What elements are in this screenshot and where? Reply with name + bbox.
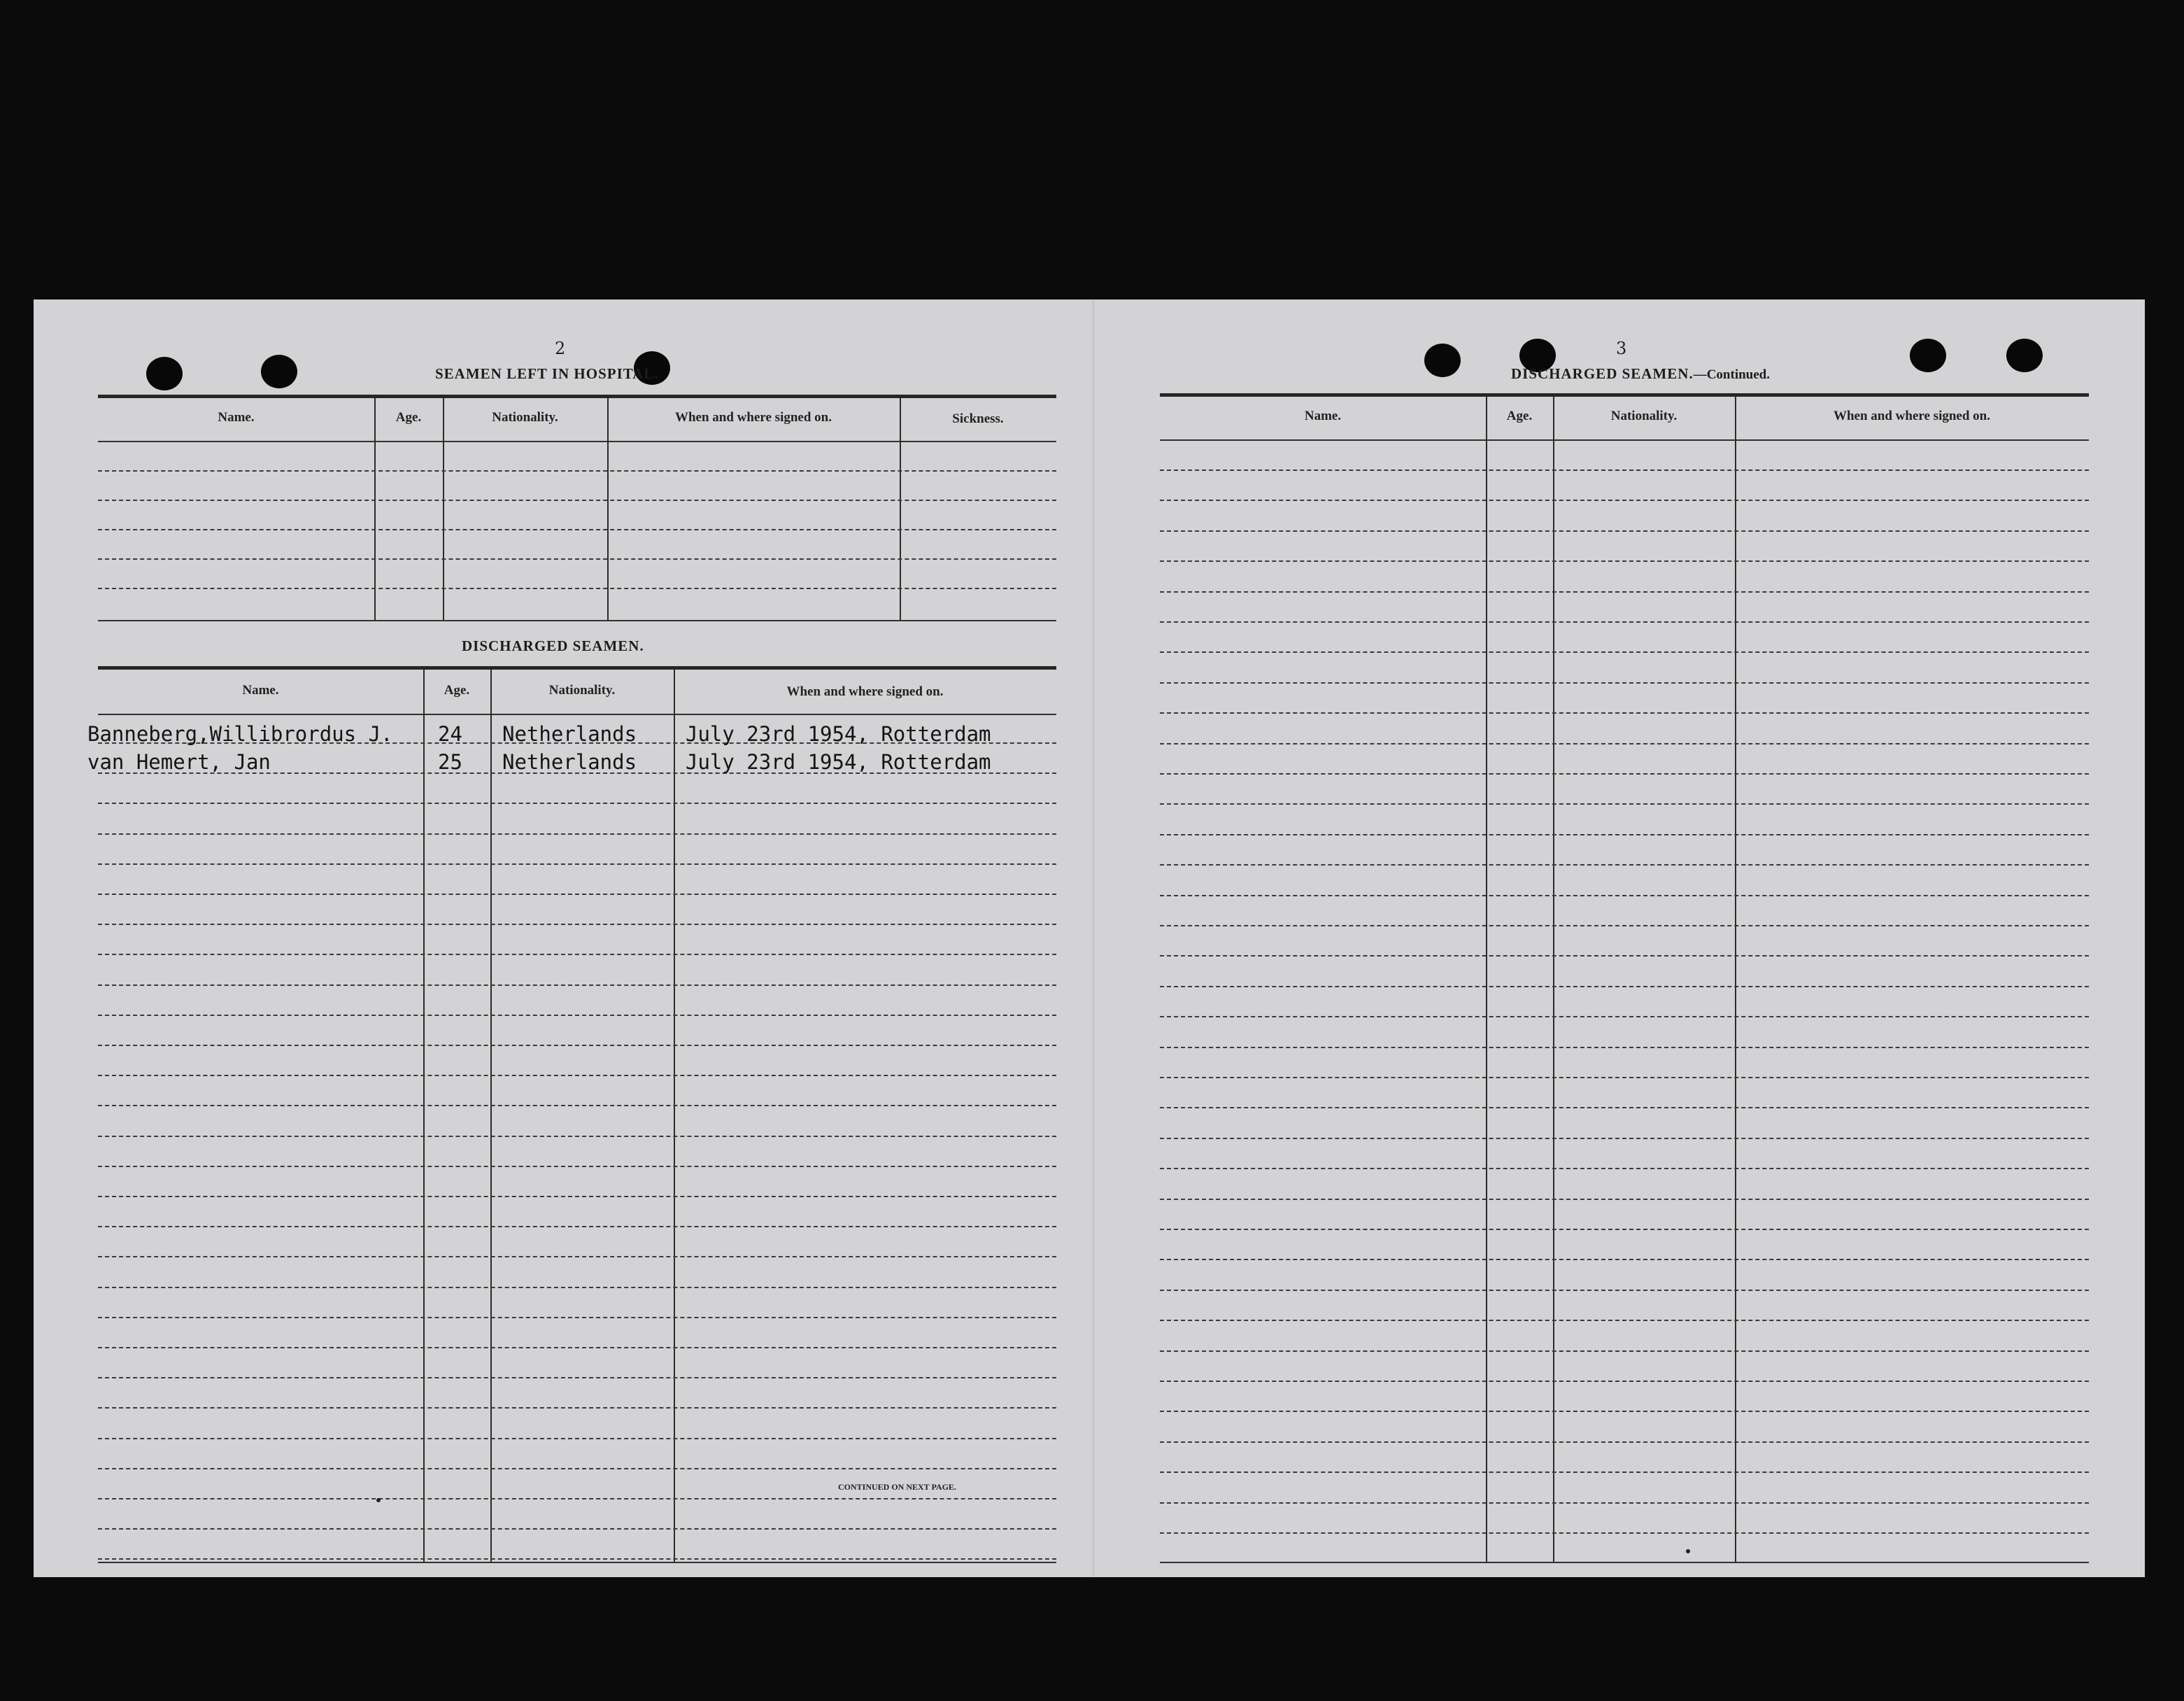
right-page	[1094, 299, 2145, 1577]
page-number: 2	[555, 339, 566, 358]
entry-line	[98, 470, 1056, 472]
entry-line	[1160, 1138, 2089, 1139]
column-header-signed-on: When and where signed on.	[674, 410, 832, 425]
entry-line	[98, 500, 1056, 501]
title-suffix: —Continued.	[1693, 367, 1770, 382]
seaman-name: Banneberg,Willibrordus J.	[87, 722, 393, 746]
column-header-age: Age.	[1506, 409, 1533, 423]
entry-line	[98, 984, 1056, 986]
entry-line	[98, 954, 1056, 955]
seaman-age: 24	[438, 722, 462, 746]
entry-line	[98, 1226, 1056, 1227]
page-number: 3	[1616, 339, 1627, 358]
entry-line	[1160, 1199, 2089, 1200]
entry-line	[98, 1438, 1056, 1439]
entry-line	[98, 924, 1056, 925]
entry-line	[98, 1528, 1056, 1530]
column-divider	[1553, 397, 1554, 1562]
entry-line	[98, 588, 1056, 589]
entry-line	[1160, 1259, 2089, 1260]
seaman-signed-on: July 23rd 1954, Rotterdam	[686, 722, 991, 746]
column-header-age: Age.	[395, 410, 422, 425]
entry-line	[1160, 986, 2089, 987]
punch-hole	[1424, 344, 1461, 377]
entry-line	[98, 1105, 1056, 1106]
entry-line	[1160, 955, 2089, 957]
entry-line	[1160, 1471, 2089, 1473]
column-header-nationality: Nationality.	[548, 683, 616, 698]
entry-line	[98, 1075, 1056, 1076]
entry-line	[98, 803, 1056, 804]
entry-line	[98, 1256, 1056, 1257]
entry-line	[98, 1287, 1056, 1288]
entry-line	[98, 1498, 1056, 1499]
header-rule	[1160, 439, 2089, 441]
continued-footer: CONTINUED ON NEXT PAGE.	[838, 1482, 956, 1492]
entry-line	[1160, 803, 2089, 805]
paper-speck	[376, 1498, 381, 1502]
title-main: DISCHARGED SEAMEN.	[1511, 365, 1694, 382]
column-divider	[1486, 397, 1487, 1562]
entry-line	[98, 1558, 1056, 1560]
seaman-nationality: Netherlands	[502, 722, 637, 746]
entry-line	[1160, 743, 2089, 744]
entry-line	[1160, 1320, 2089, 1321]
table-top-rule	[1160, 393, 2089, 397]
column-divider	[443, 398, 444, 620]
discharged-continued-title	[1511, 365, 1770, 383]
entry-line	[1160, 1441, 2089, 1443]
entry-line	[1160, 834, 2089, 835]
entry-line	[98, 894, 1056, 895]
entry-line	[1160, 1077, 2089, 1078]
entry-line	[1160, 1350, 2089, 1352]
entry-line	[98, 529, 1056, 530]
entry-line	[98, 1407, 1056, 1409]
entry-line	[1160, 621, 2089, 623]
entry-line	[1160, 1168, 2089, 1169]
column-divider	[607, 398, 609, 620]
entry-line	[98, 1468, 1056, 1469]
entry-line	[98, 1377, 1056, 1378]
entry-line	[1160, 530, 2089, 532]
discharged-section-title: DISCHARGED SEAMEN.	[462, 637, 644, 654]
entry-line	[98, 558, 1056, 560]
hospital-table-top-rule	[98, 395, 1056, 398]
entry-line	[1160, 864, 2089, 866]
discharged-table-top-rule	[98, 666, 1056, 670]
hospital-bottom-rule	[98, 620, 1056, 621]
column-header-name: Name.	[242, 683, 279, 698]
entry-line	[98, 1347, 1056, 1348]
entry-line	[98, 1045, 1056, 1046]
entry-line	[1160, 560, 2089, 562]
seaman-nationality: Netherlands	[502, 750, 637, 774]
punch-hole	[146, 357, 183, 390]
entry-line	[1160, 925, 2089, 926]
punch-hole	[261, 355, 297, 388]
column-header-name: Name.	[1304, 409, 1342, 423]
punch-hole	[2006, 339, 2043, 372]
entry-line	[1160, 1532, 2089, 1534]
column-header-signed-on: When and where signed on.	[1833, 409, 1990, 423]
entry-line	[98, 1015, 1056, 1016]
entry-line	[1160, 773, 2089, 775]
entry-line	[98, 833, 1056, 835]
hospital-section-title: SEAMEN LEFT IN HOSPITAL.	[435, 365, 659, 382]
entry-line	[1160, 1016, 2089, 1017]
entry-line	[1160, 895, 2089, 896]
entry-line	[98, 1136, 1056, 1137]
entry-line	[98, 1196, 1056, 1197]
left-page	[34, 299, 1093, 1577]
column-header-sickness: Sickness.	[952, 411, 1004, 426]
column-header-name: Name.	[218, 410, 255, 425]
entry-line	[1160, 1381, 2089, 1382]
column-divider	[900, 398, 901, 620]
table-bottom-rule	[1160, 1562, 2089, 1563]
seaman-age: 25	[438, 750, 462, 774]
entry-line	[1160, 591, 2089, 593]
column-header-age: Age.	[444, 683, 470, 698]
seaman-name: van Hemert, Jan	[87, 750, 271, 774]
seaman-signed-on: July 23rd 1954, Rotterdam	[686, 750, 991, 774]
discharged-bottom-rule	[98, 1562, 1056, 1563]
entry-line	[1160, 1502, 2089, 1504]
column-header-nationality: Nationality.	[1610, 409, 1678, 423]
column-divider	[374, 398, 376, 620]
entry-line	[1160, 1411, 2089, 1412]
paper-speck	[1686, 1549, 1690, 1553]
entry-line	[1160, 712, 2089, 714]
document-sheet	[34, 299, 2145, 1577]
hospital-header-rule	[98, 441, 1056, 442]
entry-line	[98, 1317, 1056, 1318]
entry-line	[1160, 500, 2089, 501]
discharged-header-rule	[98, 714, 1056, 715]
entry-line	[1160, 1290, 2089, 1291]
entry-line	[1160, 470, 2089, 471]
entry-line	[1160, 651, 2089, 653]
entry-line	[1160, 1229, 2089, 1230]
column-header-signed-on: When and where signed on.	[786, 684, 944, 699]
entry-line	[1160, 1107, 2089, 1108]
entry-line	[98, 863, 1056, 865]
entry-line	[1160, 682, 2089, 684]
entry-line	[1160, 1047, 2089, 1048]
punch-hole	[1910, 339, 1946, 372]
column-divider	[1735, 397, 1736, 1562]
column-header-nationality: Nationality.	[492, 410, 558, 425]
entry-line	[98, 1166, 1056, 1167]
